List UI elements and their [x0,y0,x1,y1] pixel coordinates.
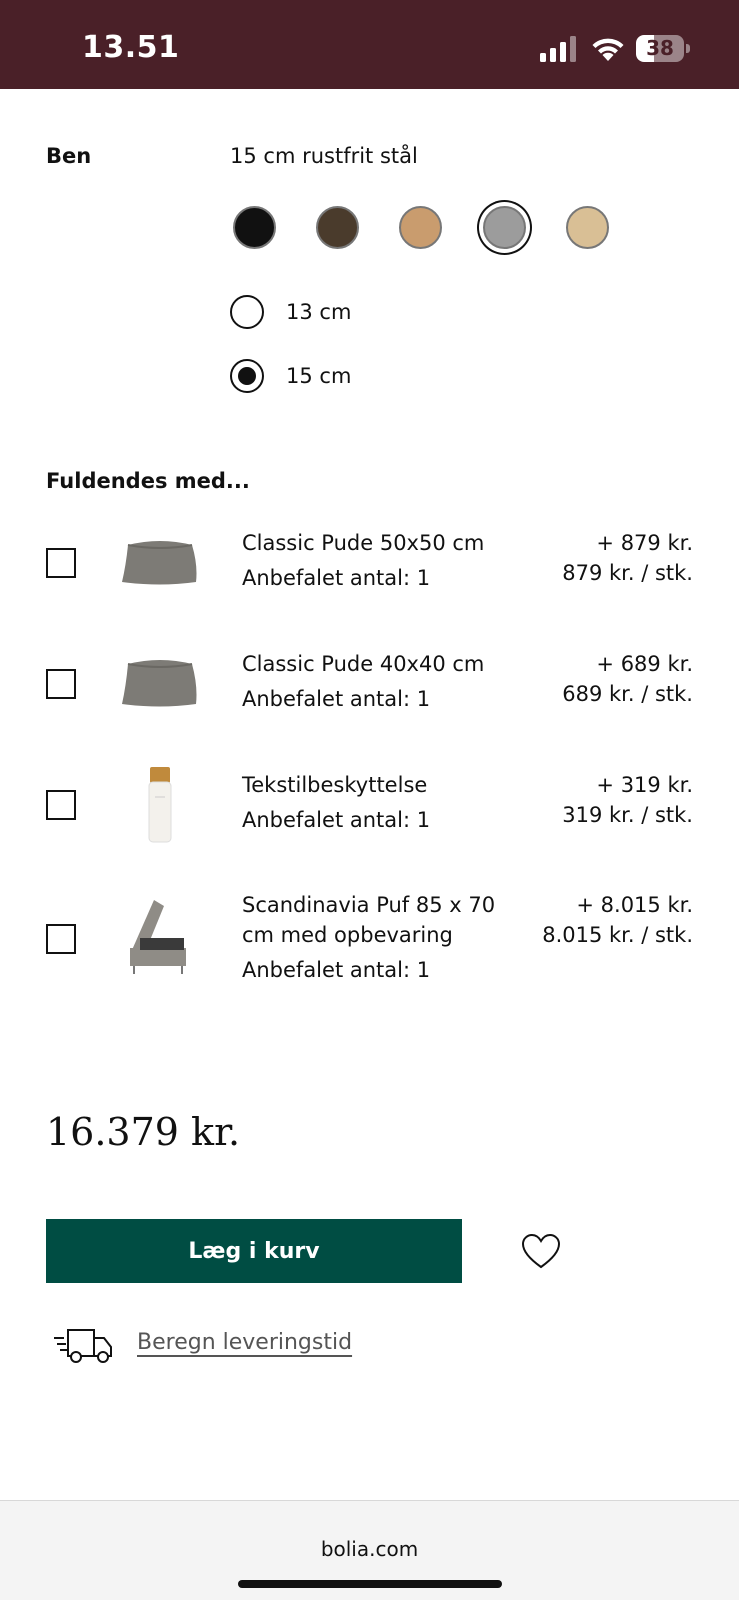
battery-percent: 38 [646,36,674,60]
accessory-name: Scandinavia Puf 85 x 70 cm med opbevaring [242,893,496,947]
status-time: 13.51 [82,30,180,65]
accessory-checkbox[interactable] [46,924,76,954]
color-swatch-oak[interactable] [399,206,442,249]
spray-bottle-icon [118,765,202,845]
color-swatch-light-wood[interactable] [566,206,609,249]
size-option-15cm[interactable] [230,358,351,394]
accessory-recommended: Anbefalet antal: 1 [242,958,431,982]
accessory-name: Classic Pude 40x40 cm [242,652,485,676]
size-radio-15cm[interactable] [230,359,264,393]
legs-label: Ben [46,144,92,168]
accessory-recommended: Anbefalet antal: 1 [242,687,431,711]
add-to-cart-button[interactable]: Læg i kurv [46,1219,462,1283]
storage-pouf-icon [118,898,202,978]
size-label-15cm: 15 cm [286,364,352,388]
home-indicator[interactable] [238,1580,502,1588]
size-option-13cm[interactable] [230,294,351,330]
accessories-title: Fuldendes med... [46,469,250,493]
accessory-price: + 689 kr. [596,652,693,676]
accessory-recommended: Anbefalet antal: 1 [242,566,431,590]
accessory-recommended: Anbefalet antal: 1 [242,808,431,832]
battery-icon [636,35,690,62]
accessory-name: Tekstilbeskyttelse [242,773,428,797]
color-swatch-steel[interactable] [483,206,526,249]
status-bar [0,0,739,89]
browser-bar [0,1500,739,1600]
cellular-signal-icon [540,36,578,62]
size-radio-13cm[interactable] [230,295,264,329]
accessory-unit-price: 319 kr. / stk. [562,803,693,827]
accessory-unit-price: 8.015 kr. / stk. [542,923,693,947]
accessory-unit-price: 879 kr. / stk. [562,561,693,585]
legs-selected-value: 15 cm rustfrit stål [230,144,418,168]
browser-url[interactable]: bolia.com [320,1537,419,1561]
pillow-icon [118,525,202,605]
total-price: 16.379 kr. [46,1110,241,1154]
accessory-price: + 879 kr. [596,531,693,555]
delivery-time-link[interactable]: Beregn leveringstid [137,1330,353,1355]
accessory-unit-price: 689 kr. / stk. [562,682,693,706]
accessory-checkbox[interactable] [46,548,76,578]
wifi-icon [590,34,626,62]
accessory-price: + 319 kr. [596,773,693,797]
truck-icon [54,1328,114,1364]
size-label-13cm: 13 cm [286,300,352,324]
accessory-price: + 8.015 kr. [576,893,693,917]
accessory-checkbox[interactable] [46,790,76,820]
color-swatch-dark-wood[interactable] [316,206,359,249]
pillow-icon [118,646,202,726]
heart-icon[interactable] [521,1233,561,1269]
color-swatch-black[interactable] [233,206,276,249]
accessory-name: Classic Pude 50x50 cm [242,531,485,555]
accessory-checkbox[interactable] [46,669,76,699]
